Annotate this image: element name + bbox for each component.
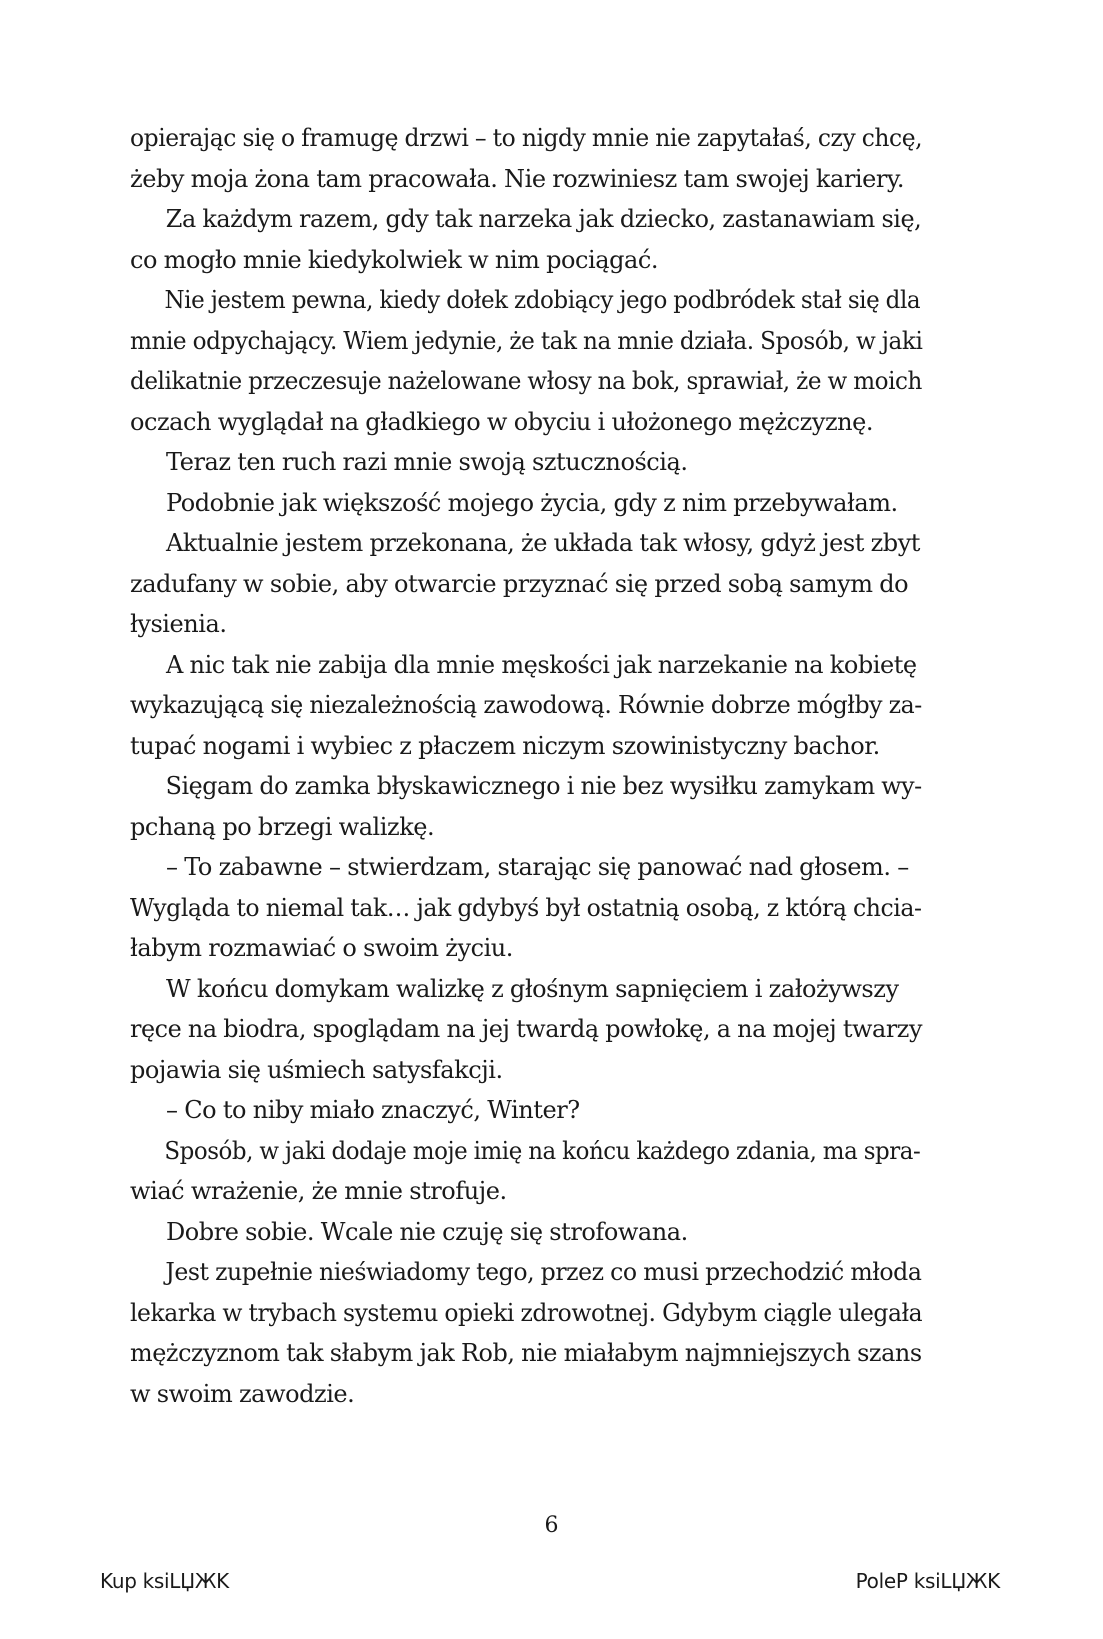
paragraph (130, 847, 922, 969)
text-line: mężczyznom tak słabym jak Rob, nie miałabym najmniejszych szans (130, 1339, 922, 1367)
text-line: Podobnie jak większość mojego życia, gdy z nim przebywałam. (166, 488, 898, 517)
text-line: A nic tak nie zabija dla mnie męskości jak narzekanie na kobietę (166, 650, 917, 679)
text-line: pojawia się uśmiech satysfakcji. (130, 1055, 503, 1084)
text-line: pchaną po brzegi walizkę. (130, 812, 435, 841)
text-line: Nie jestem pewna, kiedy dołek zdobiący jego podbródek stał się dla (164, 286, 921, 314)
paragraph (130, 1131, 922, 1212)
text-line: lekarka w trybach systemu opieki zdrowotnej. Gdybym ciągle ulegała (130, 1298, 923, 1327)
text-line: łabym rozmawiać o swoim życiu. (130, 934, 513, 962)
text-line: delikatnie przeczesuje nażelowane włosy na bok, sprawiał, że w moich (130, 367, 922, 395)
paragraph (130, 280, 922, 442)
paragraph (130, 1090, 922, 1131)
text-line: mnie odpychający. Wiem jedynie, że tak na mnie działa. Sposób, w jaki (130, 326, 923, 355)
text-line: wykazującą się niezależnością zawodową. Równie dobrze mógłby za- (130, 691, 922, 719)
text-line: Teraz ten ruch razi mnie swoją sztucznością. (166, 448, 688, 476)
text-line: W końcu domykam walizkę z głośnym sapnięciem i założywszy (166, 974, 899, 1003)
footer-recommend-link[interactable]: PoleP ksiLЏЖK (855, 1569, 1000, 1593)
text-line: w swoim zawodzie. (130, 1379, 355, 1408)
paragraph (130, 118, 922, 199)
text-line: Wygląda to niemal tak… jak gdybyś był ostatnią osobą, z którą chcia- (130, 893, 922, 922)
text-line: łysienia. (130, 610, 227, 638)
page-body (130, 118, 922, 1414)
text-line: – To zabawne – stwierdzam, starając się panować nad głosem. – (166, 853, 909, 881)
page-number: 6 (544, 1513, 559, 1538)
paragraph (130, 1252, 922, 1414)
paragraph (130, 645, 922, 767)
paragraph (130, 523, 922, 645)
text-line: Dobre sobie. Wcale nie czuję się strofowana. (166, 1217, 688, 1246)
paragraph (130, 199, 922, 280)
text-line: Aktualnie jestem przekonana, że układa tak włosy, gdyż jest zbyt (166, 529, 921, 557)
text-line: opierając się o framugę drzwi – to nigdy mnie nie zapytałaś, czy chcę, (130, 124, 923, 152)
paragraph (130, 442, 922, 483)
text-line: wiać wrażenie, że mnie strofuje. (130, 1177, 507, 1205)
text-line: co mogło mnie kiedykolwiek w nim pociągać. (130, 245, 659, 274)
text-line: Sięgam do zamka błyskawicznego i nie bez wysiłku zamykam wy- (165, 772, 922, 800)
paragraph (130, 1212, 922, 1253)
text-line: Za każdym razem, gdy tak narzeka jak dziecko, zastanawiam się, (165, 205, 922, 233)
text-line: tupać nogami i wybiec z płaczem niczym szowinistyczny bachor. (130, 731, 880, 760)
footer-buy-link[interactable]: Kup ksiLЏЖK (100, 1569, 229, 1593)
text-line: żeby moja żona tam pracowała. Nie rozwiniesz tam swojej kariery. (130, 164, 905, 193)
text-line: – Co to niby miało znaczyć, Winter? (166, 1096, 580, 1124)
paragraph (130, 969, 922, 1091)
text-line: Jest zupełnie nieświadomy tego, przez co musi przechodzić młoda (165, 1258, 922, 1286)
paragraph (130, 766, 922, 847)
paragraph (130, 483, 922, 524)
text-line: Sposób, w jaki dodaje moje imię na końcu każdego zdania, ma spra- (164, 1136, 921, 1165)
text-line: ręce na biodra, spoglądam na jej twardą powłokę, a na mojej twarzy (130, 1015, 922, 1043)
text-line: oczach wyglądał na gładkiego w obyciu i ułożonego mężczyznę. (130, 407, 874, 436)
text-line: zadufany w sobie, aby otwarcie przyznać się przed sobą samym do (130, 569, 909, 598)
